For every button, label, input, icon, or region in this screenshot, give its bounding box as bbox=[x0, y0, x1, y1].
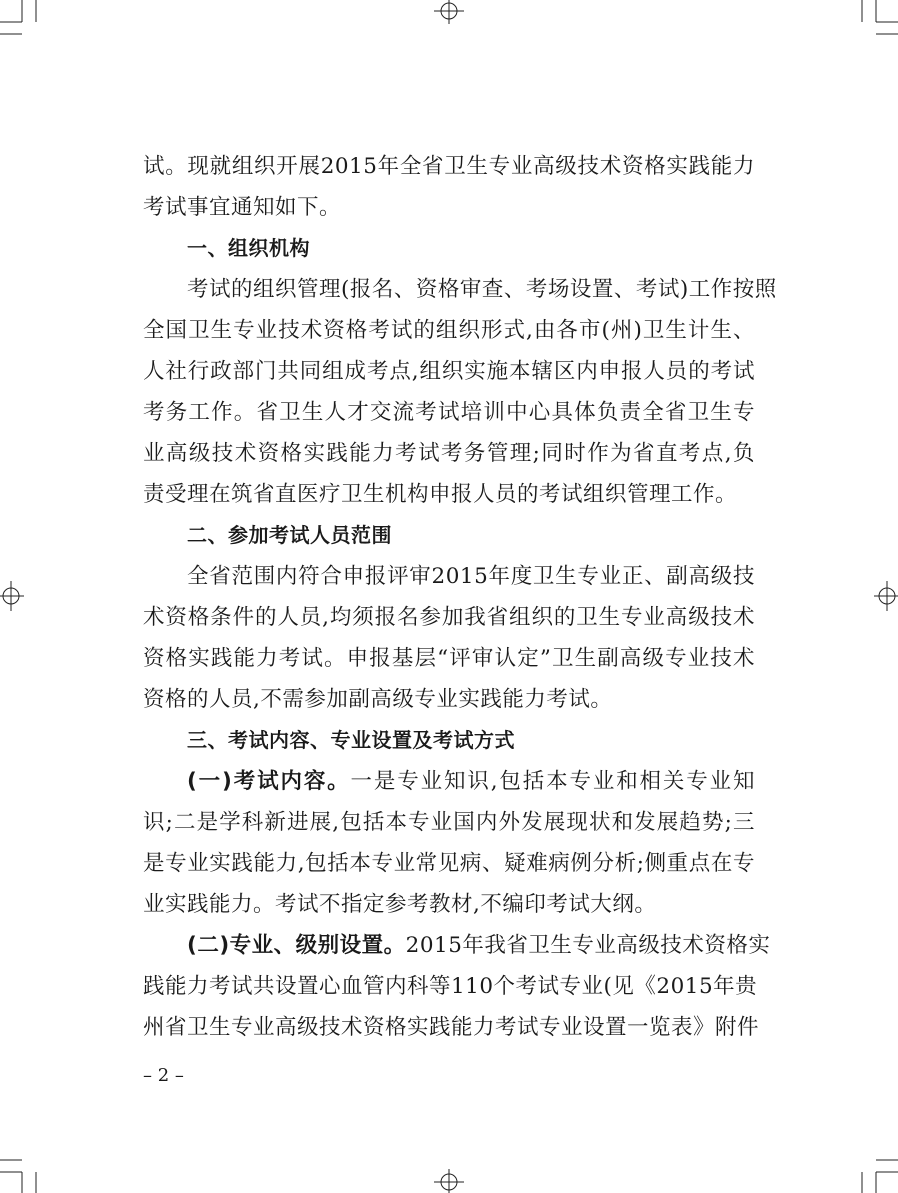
body-text: 2015年我省卫生专业高级技术资格实 bbox=[405, 933, 771, 958]
body-line: 术资格条件的人员,均须报名参加我省组织的卫生专业高级技术 bbox=[143, 605, 755, 630]
document-body bbox=[143, 146, 777, 1048]
body-line: 践能力考试共设置心血管内科等110个考试专业(见《2015年贵 bbox=[143, 974, 758, 999]
body-line: 全国卫生专业技术资格考试的组织形式,由各市(州)卫生计生、 bbox=[143, 318, 755, 343]
body-line: 资格的人员,不需参加副高级专业实践能力考试。 bbox=[143, 687, 613, 712]
body-line: 考试的组织管理(报名、资格审查、考场设置、考试)工作按照 bbox=[187, 277, 777, 302]
body-line: 考试事宜通知如下。 bbox=[143, 195, 342, 220]
body-line: 责受理在筑省直医疗卫生机构申报人员的考试组织管理工作。 bbox=[143, 482, 738, 507]
section-heading-3: 三、考试内容、专业设置及考试方式 bbox=[187, 728, 515, 752]
section-heading-2: 二、参加考试人员范围 bbox=[187, 523, 392, 547]
body-line: 识;二是学科新进展,包括本专业国内外发展现状和发展趋势;三 bbox=[143, 810, 755, 835]
body-line: 人社行政部门共同组成考点,组织实施本辖区内申报人员的考试 bbox=[143, 359, 755, 384]
body-line: 是专业实践能力,包括本专业常见病、疑难病例分析;侧重点在专 bbox=[143, 851, 755, 876]
body-line: 州省卫生专业高级技术资格实践能力考试专业设置一览表》附件 bbox=[143, 1015, 760, 1040]
page-number: – 2 – bbox=[143, 1065, 184, 1086]
body-line: 业高级技术资格实践能力考试考务管理;同时作为省直考点,负 bbox=[143, 441, 755, 466]
body-line: 业实践能力。考试不指定参考教材,不编印考试大纲。 bbox=[143, 892, 657, 917]
section-heading-1: 一、组织机构 bbox=[187, 236, 310, 260]
subheading-exam-content: (一)考试内容。 bbox=[187, 769, 351, 794]
body-line bbox=[143, 925, 771, 966]
body-line: 资格实践能力考试。申报基层“评审认定”卫生副高级专业技术 bbox=[143, 646, 755, 671]
subheading-level-settings: (二)专业、级别设置。 bbox=[187, 933, 406, 958]
body-line: 考务工作。省卫生人才交流考试培训中心具体负责全省卫生专 bbox=[143, 400, 755, 425]
body-line: 试。现就组织开展2015年全省卫生专业高级技术资格实践能力 bbox=[143, 154, 755, 179]
body-text: 一是专业知识,包括本专业和相关专业知 bbox=[350, 769, 756, 794]
body-line: 全省范围内符合申报评审2015年度卫生专业正、副高级技 bbox=[187, 564, 755, 589]
body-line bbox=[143, 761, 755, 802]
